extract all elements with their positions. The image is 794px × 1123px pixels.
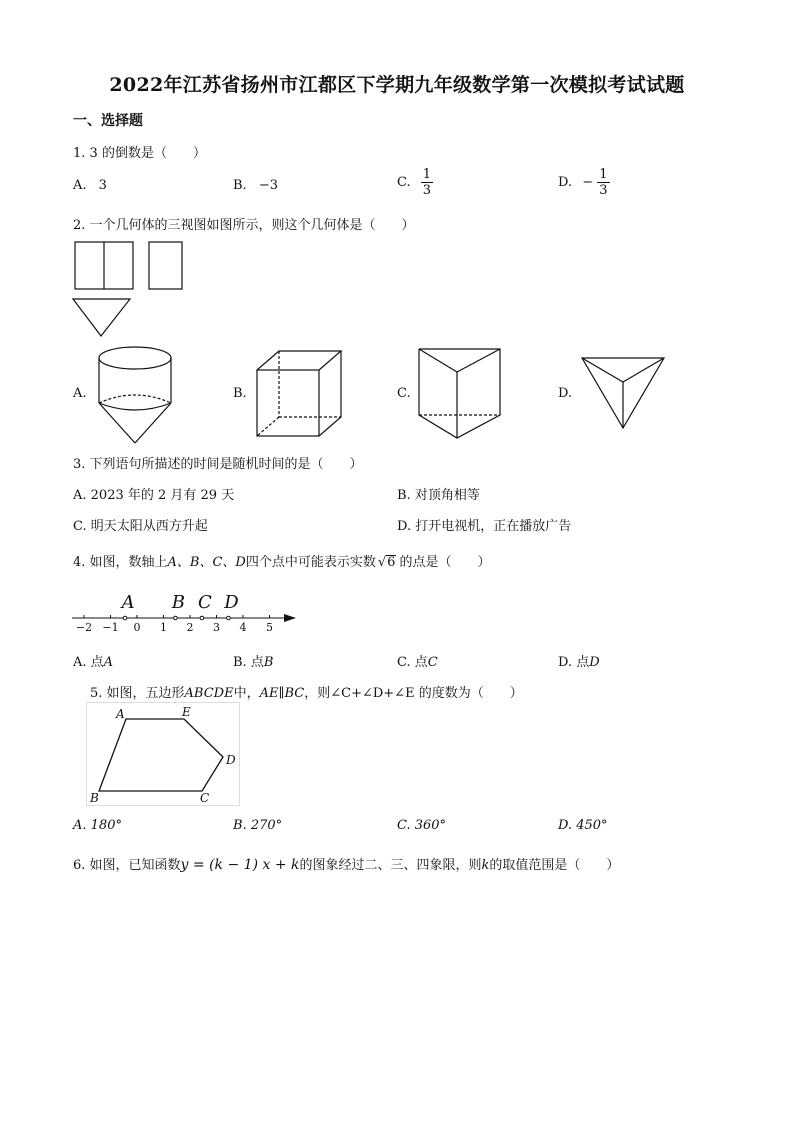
tick-label: 0 — [133, 621, 141, 634]
question-1-stem: 1. 3 的倒数是（ ） — [73, 146, 206, 161]
point-marker — [174, 616, 178, 620]
tick-label: 2 — [186, 621, 194, 634]
option-a-cylinder-cone-figure — [93, 343, 183, 447]
top-view-triangle — [73, 299, 130, 336]
question-5-stem — [90, 682, 523, 701]
q4-option-d-point: D — [589, 655, 600, 670]
point-label: A — [121, 592, 135, 613]
q5-option-a: A. 180° — [73, 818, 122, 833]
section-heading: 一、选择题 — [73, 113, 143, 129]
q1-option-d-sign: − — [582, 175, 594, 190]
tick-label: 1 — [160, 621, 167, 634]
point-marker — [227, 616, 231, 620]
vertex-label-b: B — [90, 791, 99, 805]
pentagon-shape — [99, 719, 223, 791]
q6-stem-k: k — [481, 858, 490, 873]
q4-option-b-point: B — [263, 655, 274, 670]
tick-label: 3 — [213, 621, 220, 634]
q3-option-d: D. 打开电视机，正在播放广告 — [397, 519, 572, 534]
q2-option-d-label: D. — [558, 386, 573, 401]
point-label: C — [198, 592, 212, 613]
q1-option-b — [233, 178, 278, 193]
q6-stem-prefix: 6. 如图，已知函数 — [73, 858, 181, 873]
q1-option-b-value: −3 — [258, 178, 278, 193]
page-title: 2022年江苏省扬州市江都区下学期九年级数学第一次模拟考试试题 — [109, 74, 685, 96]
question-4-stem — [73, 551, 490, 570]
q3-option-c: C. 明天太阳从西方升起 — [73, 519, 208, 534]
q1-option-a — [73, 178, 107, 193]
tick-label: −1 — [102, 621, 119, 634]
option-d-tetrahedron-figure — [578, 354, 670, 432]
sqrt-radicand: 6 — [387, 555, 396, 570]
question-3-stem: 3. 下列语句所描述的时间是随机时间的是（ ） — [73, 457, 363, 472]
q4-option-d-label: D. 点 — [558, 655, 590, 670]
tick-label: 5 — [266, 621, 273, 634]
q6-stem-formula: y = (k − 1) x + k — [180, 857, 300, 873]
q1-option-d-label: D. — [558, 175, 573, 190]
q4-option-a-point: A — [103, 655, 114, 670]
q1-option-c-label: C. — [397, 175, 411, 190]
q1-option-d — [558, 167, 610, 198]
q1-option-a-label: A. — [73, 178, 87, 193]
vertex-label-e: E — [182, 705, 191, 719]
sqrt-sign: √ — [377, 555, 387, 570]
q4-option-d — [558, 651, 600, 670]
q4-option-c — [397, 651, 438, 670]
q5-stem-middle: 中， — [233, 686, 260, 701]
point-marker — [200, 616, 204, 620]
q4-option-b-label: B. 点 — [233, 655, 264, 670]
q6-stem-suffix: 的取值范围是（ ） — [489, 858, 620, 873]
fraction-numerator: 1 — [599, 167, 608, 182]
q5-stem-shape: ABCDE — [184, 686, 234, 701]
fraction-denominator: 3 — [599, 183, 608, 198]
q4-stem-suffix: 的点是（ ） — [399, 555, 491, 570]
q4-stem-prefix: 4. 如图，数轴上 — [73, 555, 168, 570]
q5-option-c: C. 360° — [397, 818, 447, 833]
point-marker — [123, 616, 127, 620]
q4-option-a-label: A. 点 — [73, 655, 104, 670]
q5-stem-suffix: ，则∠C+∠D+∠E 的度数为（ ） — [304, 686, 523, 701]
q4-stem-points: A、B、C、D — [167, 555, 246, 570]
tick-label: 4 — [239, 621, 247, 634]
q4-option-a — [73, 651, 113, 670]
q4-option-c-label: C. 点 — [397, 655, 428, 670]
q1-option-a-value: 3 — [98, 178, 107, 193]
q5-stem-prefix: 5. 如图，五边形 — [90, 686, 185, 701]
q1-option-c-fraction — [421, 167, 433, 198]
q4-option-c-point: C — [427, 655, 438, 670]
arrow-head-icon — [284, 614, 296, 622]
q5-stem-condition: AE∥BC — [259, 686, 305, 701]
q3-option-a: A. 2023 年的 2 月有 29 天 — [73, 488, 235, 503]
point-label: D — [224, 592, 239, 613]
point-label: B — [171, 592, 186, 613]
q5-option-b: B. 270° — [233, 818, 283, 833]
question-6-stem — [73, 854, 619, 873]
q4-stem-middle: 四个点中可能表示实数 — [245, 555, 376, 570]
q1-option-c — [397, 167, 433, 198]
side-view — [149, 242, 182, 289]
q2-option-c-label: C. — [397, 386, 411, 401]
q2-option-a-label: A. — [73, 386, 87, 401]
q5-option-d: D. 450° — [558, 818, 608, 833]
three-view-diagram — [70, 238, 190, 340]
option-c-triangular-prism-figure — [414, 346, 506, 442]
q2-option-b-label: B. — [233, 386, 247, 401]
q1-option-d-fraction — [597, 167, 609, 198]
q4-option-b — [233, 651, 273, 670]
option-b-cube-figure — [252, 348, 344, 442]
vertex-label-d: D — [226, 753, 236, 767]
vertex-label-c: C — [200, 791, 210, 805]
q1-option-b-label: B. — [233, 178, 247, 193]
q6-stem-middle: 的图象经过二、三、四象限，则 — [299, 858, 482, 873]
tick-label: −2 — [75, 621, 93, 634]
fraction-numerator: 1 — [422, 167, 432, 182]
question-2-stem: 2. 一个几何体的三视图如图所示，则这个几何体是（ ） — [73, 218, 415, 233]
fraction-denominator: 3 — [422, 183, 432, 198]
vertex-label-a: A — [116, 707, 125, 721]
number-line-figure — [70, 588, 300, 634]
pentagon-figure — [86, 702, 242, 808]
q3-option-b: B. 对顶角相等 — [397, 488, 480, 503]
